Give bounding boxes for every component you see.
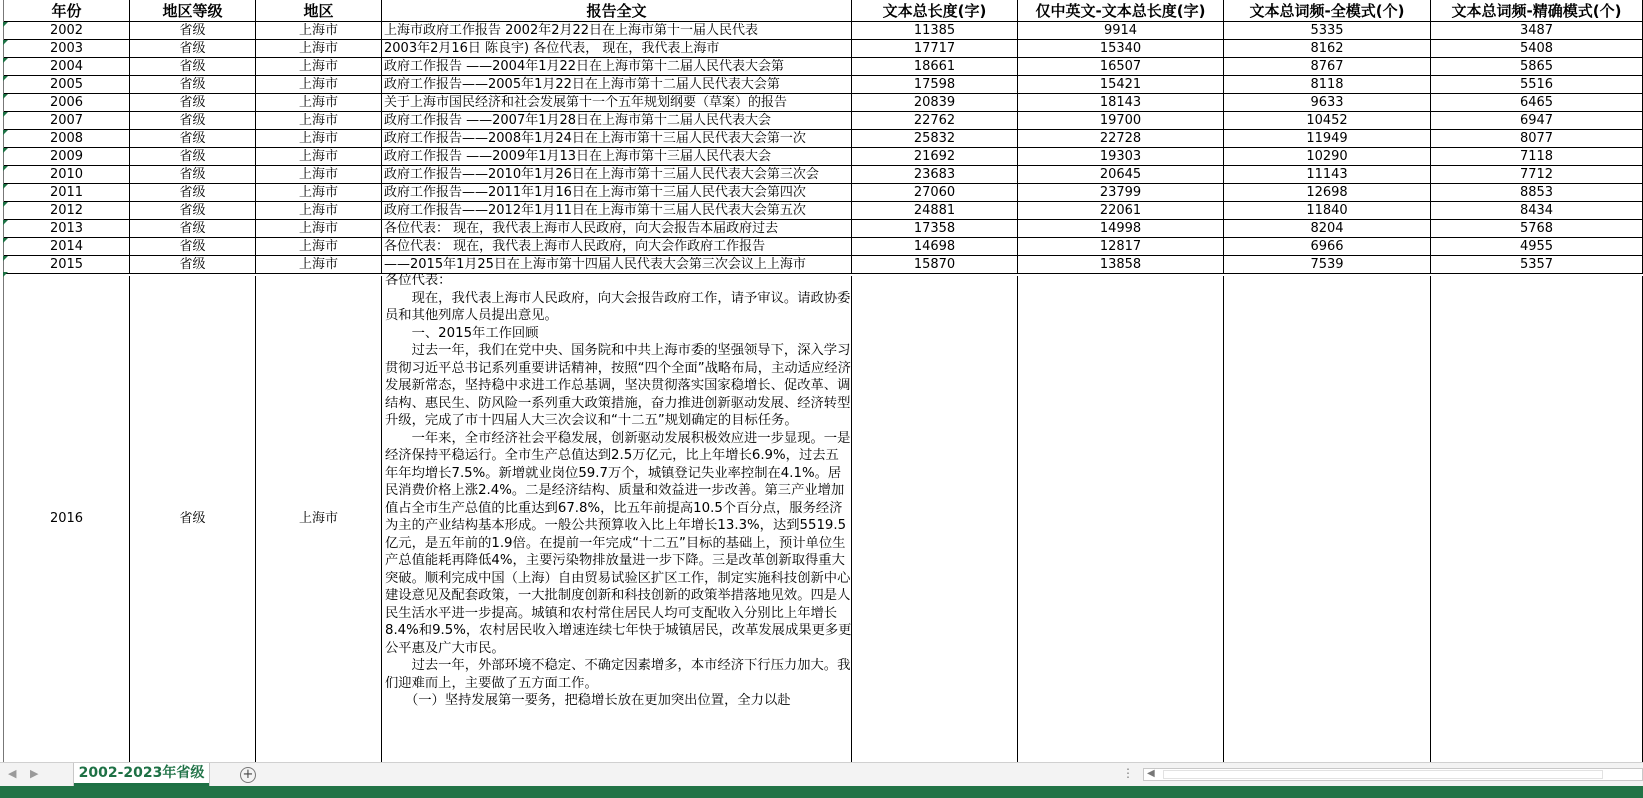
- cell-level[interactable]: 省级: [130, 58, 256, 76]
- cell-len[interactable]: 17717: [852, 40, 1018, 58]
- cell-fullmode-2016[interactable]: [1224, 276, 1431, 762]
- cell-year[interactable]: 2009: [4, 148, 130, 166]
- cell-precise[interactable]: 5768: [1431, 220, 1643, 238]
- report-paragraph: 一年来，全市经济社会平稳发展，创新驱动发展积极效应进一步显现。一是经济保持平稳运行。全市生产总值达到2.5万亿元，比上年增长6.9%，过去五年年均增长7.5%。新增就业岗位59.7万个，城镇登记失业率控制在4.1%。居民消费价格上涨2.4%。二是经济结构、质量和效益进一步改善。第三产业增加值占全市生产总值的比重达到67.8%，比五年前提高10.5个百分点，服务经济为主的产业结构基本形成。一般公共预算收入比上年增长13.3%，达到5519.5亿元，是五年前的1.9倍。在提前一年完成“十二五”目标的基础上，预计单位生产总值能耗再降低4%，主要污染物排放量进一步下降。三是改革创新取得重大突破。顺利完成中国（上海）自由贸易试验区扩区工作，制定实施科技创新中心建设意见及配套政策，一大批制度创新和科技创新的政策举措落地见效。四是人民生活水平进一步提高。城镇和农村常住居民人均可支配收入分别比上年增长8.4%和9.5%，农村居民收入增速连续七年快于城镇居民，改革发展成果更多更公平惠及广大市民。: [385, 430, 852, 656]
- cell-len[interactable]: 25832: [852, 130, 1018, 148]
- cell-report[interactable]: ——2015年1月25日在上海市第十四届人民代表大会第三次会议上上海市: [382, 256, 852, 274]
- cell-cnlen[interactable]: 22061: [1018, 202, 1224, 220]
- cell-cnlen[interactable]: 12817: [1018, 238, 1224, 256]
- cell-fullmode[interactable]: 8118: [1224, 76, 1431, 94]
- cell-precise[interactable]: 5516: [1431, 76, 1643, 94]
- cell-cnlen[interactable]: 18143: [1018, 94, 1224, 112]
- cell-fullmode[interactable]: 11840: [1224, 202, 1431, 220]
- cell-year[interactable]: 2008: [4, 130, 130, 148]
- cell-region[interactable]: 上海市: [256, 220, 382, 238]
- cell-report[interactable]: 各位代表： 现在，我代表上海市人民政府，向大会作政府工作报告: [382, 238, 852, 256]
- cell-precise[interactable]: 8077: [1431, 130, 1643, 148]
- column-header-report[interactable]: 报告全文: [382, 0, 852, 22]
- cell-fullmode[interactable]: 6966: [1224, 238, 1431, 256]
- report-paragraph: 各位代表：: [385, 273, 452, 288]
- cell-report[interactable]: 各位代表： 现在，我代表上海市人民政府，向大会报告本届政府过去: [382, 220, 852, 238]
- cell-year[interactable]: 2015: [4, 256, 130, 274]
- cell-report[interactable]: 政府工作报告 ——2007年1月28日在上海市第十二届人民代表大会: [382, 112, 852, 130]
- cell-fullmode[interactable]: 11949: [1224, 130, 1431, 148]
- column-header-len[interactable]: 文本总长度(字): [852, 0, 1018, 22]
- table-row: [0, 238, 1643, 256]
- table-row: [0, 148, 1643, 166]
- cell-level-2016[interactable]: 省级: [130, 276, 256, 762]
- cell-region[interactable]: 上海市: [256, 184, 382, 202]
- cell-region[interactable]: 上海市: [256, 130, 382, 148]
- table-row: [0, 112, 1643, 130]
- cell-len[interactable]: 11385: [852, 22, 1018, 40]
- table-row: [0, 58, 1643, 76]
- cell-level[interactable]: 省级: [130, 256, 256, 274]
- cell-cnlen[interactable]: 19700: [1018, 112, 1224, 130]
- cell-report[interactable]: 政府工作报告——2011年1月16日在上海市第十三届人民代表大会第四次: [382, 184, 852, 202]
- cell-region[interactable]: 上海市: [256, 22, 382, 40]
- cell-precise[interactable]: 4955: [1431, 238, 1643, 256]
- cell-year[interactable]: 2002: [4, 22, 130, 40]
- cell-level[interactable]: 省级: [130, 112, 256, 130]
- cell-region[interactable]: 上海市: [256, 166, 382, 184]
- table-row: [0, 166, 1643, 184]
- table-row: [0, 202, 1643, 220]
- cell-region[interactable]: 上海市: [256, 40, 382, 58]
- cell-precise[interactable]: 5408: [1431, 40, 1643, 58]
- cell-fullmode[interactable]: 10290: [1224, 148, 1431, 166]
- cell-report[interactable]: 政府工作报告——2005年1月22日在上海市第十二届人民代表大会第: [382, 76, 852, 94]
- cell-precise-2016[interactable]: [1431, 276, 1643, 762]
- cell-level[interactable]: 省级: [130, 202, 256, 220]
- add-sheet-icon[interactable]: +: [240, 767, 256, 783]
- cell-fullmode[interactable]: 9633: [1224, 94, 1431, 112]
- table-row: [0, 94, 1643, 112]
- cell-cnlen[interactable]: 19303: [1018, 148, 1224, 166]
- cell-report[interactable]: 政府工作报告 ——2004年1月22日在上海市第十二届人民代表大会第: [382, 58, 852, 76]
- cell-region[interactable]: 上海市: [256, 94, 382, 112]
- cell-precise[interactable]: 5865: [1431, 58, 1643, 76]
- cell-len[interactable]: 24881: [852, 202, 1018, 220]
- scrollbar-thumb[interactable]: [1163, 770, 1603, 779]
- table-row: [0, 220, 1643, 238]
- cell-cnlen[interactable]: 9914: [1018, 22, 1224, 40]
- cell-region[interactable]: 上海市: [256, 256, 382, 274]
- column-header-precise[interactable]: 文本总词频-精确模式(个): [1431, 0, 1643, 22]
- cell-year[interactable]: 2011: [4, 184, 130, 202]
- cell-year[interactable]: 2004: [4, 58, 130, 76]
- cell-fullmode[interactable]: 8767: [1224, 58, 1431, 76]
- cell-len[interactable]: 22762: [852, 112, 1018, 130]
- cell-precise[interactable]: 8434: [1431, 202, 1643, 220]
- cell-fullmode[interactable]: 8162: [1224, 40, 1431, 58]
- cell-len-2016[interactable]: [852, 276, 1018, 762]
- cell-len[interactable]: 27060: [852, 184, 1018, 202]
- cell-level[interactable]: 省级: [130, 184, 256, 202]
- cell-len[interactable]: 21692: [852, 148, 1018, 166]
- cell-region[interactable]: 上海市: [256, 112, 382, 130]
- column-header-level[interactable]: 地区等级: [130, 0, 256, 22]
- table-row: [0, 184, 1643, 202]
- cell-report[interactable]: 关于上海市国民经济和社会发展第十一个五年规划纲要（草案）的报告: [382, 94, 852, 112]
- report-fulltext-2016: [385, 272, 852, 762]
- cell-cnlen[interactable]: 16507: [1018, 58, 1224, 76]
- cell-report[interactable]: 政府工作报告 ——2009年1月13日在上海市第十三届人民代表大会: [382, 148, 852, 166]
- number-as-text-indicator-icon: [3, 272, 8, 277]
- cell-report[interactable]: 政府工作报告——2008年1月24日在上海市第十三届人民代表大会第一次: [382, 130, 852, 148]
- column-header-region[interactable]: 地区: [256, 0, 382, 22]
- cell-len[interactable]: 14698: [852, 238, 1018, 256]
- cell-cnlen[interactable]: 22728: [1018, 130, 1224, 148]
- cell-len[interactable]: 20839: [852, 94, 1018, 112]
- cell-fullmode[interactable]: 8204: [1224, 220, 1431, 238]
- cell-level[interactable]: 省级: [130, 220, 256, 238]
- table-row: [0, 76, 1643, 94]
- cell-year-2016[interactable]: 2016: [4, 276, 130, 762]
- cell-cnlen[interactable]: 20645: [1018, 166, 1224, 184]
- cell-year[interactable]: 2010: [4, 166, 130, 184]
- cell-precise[interactable]: 6947: [1431, 112, 1643, 130]
- cell-level[interactable]: 省级: [130, 238, 256, 256]
- cell-precise[interactable]: 7712: [1431, 166, 1643, 184]
- cell-region[interactable]: 上海市: [256, 238, 382, 256]
- column-header-fullmode[interactable]: 文本总词频-全模式(个): [1224, 0, 1431, 22]
- cell-cnlen[interactable]: 23799: [1018, 184, 1224, 202]
- cell-cnlen[interactable]: 14998: [1018, 220, 1224, 238]
- cell-len[interactable]: 15870: [852, 256, 1018, 274]
- report-paragraph: 一、2015年工作回顾: [385, 325, 539, 341]
- table-row: [0, 130, 1643, 148]
- cell-year[interactable]: 2012: [4, 202, 130, 220]
- cell-fullmode[interactable]: 5335: [1224, 22, 1431, 40]
- cell-region-2016[interactable]: 上海市: [256, 276, 382, 762]
- scroll-left-icon[interactable]: ◀: [1147, 768, 1155, 779]
- report-paragraph: （一）坚持发展第一要务，把稳增长放在更加突出位置，全力以赴: [385, 693, 791, 708]
- cell-precise[interactable]: 7118: [1431, 148, 1643, 166]
- column-header-cnlen[interactable]: 仅中英文-文本总长度(字): [1018, 0, 1224, 22]
- report-paragraph: 过去一年，我们在党中央、国务院和中共上海市委的坚强领导下，深入学习贯彻习近平总书记系列重要讲话精神，按照“四个全面”战略布局，主动适应经济发展新常态，坚持稳中求进工作总基调，坚决贯彻落实国家稳增长、促改革、调结构、惠民生、防风险一系列重大政策措施，奋力推进创新驱动发展、经济转型升级，完成了市十四届人大三次会议和“十二五”规划确定的目标任务。: [385, 343, 851, 428]
- cell-precise[interactable]: 5357: [1431, 256, 1643, 274]
- prev-sheet-icon[interactable]: ◀: [8, 767, 17, 780]
- table-row: [0, 40, 1643, 58]
- next-sheet-icon[interactable]: ▶: [30, 767, 39, 780]
- status-bar: [0, 786, 1643, 798]
- more-options-icon[interactable]: ⋮: [1122, 766, 1134, 780]
- cell-year[interactable]: 2005: [4, 76, 130, 94]
- table-row: [0, 22, 1643, 40]
- cell-len[interactable]: 23683: [852, 166, 1018, 184]
- cell-region[interactable]: 上海市: [256, 58, 382, 76]
- cell-cnlen[interactable]: 13858: [1018, 256, 1224, 274]
- cell-level[interactable]: 省级: [130, 76, 256, 94]
- cell-report[interactable]: 2003年2月16日 陈良宇) 各位代表， 现在，我代表上海市: [382, 40, 852, 58]
- report-paragraph: 过去一年，外部环境不稳定、不确定因素增多，本市经济下行压力加大。我们迎难而上，主要做了五方面工作。: [385, 658, 851, 691]
- cell-report[interactable]: 政府工作报告——2012年1月11日在上海市第十三届人民代表大会第五次: [382, 202, 852, 220]
- cell-fullmode[interactable]: 12698: [1224, 184, 1431, 202]
- sheet-tab-bar: [0, 762, 1643, 786]
- cell-cnlen[interactable]: 15340: [1018, 40, 1224, 58]
- cell-level[interactable]: 省级: [130, 94, 256, 112]
- cell-level[interactable]: 省级: [130, 148, 256, 166]
- cell-year[interactable]: 2006: [4, 94, 130, 112]
- cell-region[interactable]: 上海市: [256, 202, 382, 220]
- cell-len[interactable]: 17598: [852, 76, 1018, 94]
- cell-level[interactable]: 省级: [130, 130, 256, 148]
- cell-region[interactable]: 上海市: [256, 76, 382, 94]
- cell-report[interactable]: 上海市政府工作报告 2002年2月22日在上海市第十一届人民代表: [382, 22, 852, 40]
- cell-precise[interactable]: 6465: [1431, 94, 1643, 112]
- cell-fullmode[interactable]: 11143: [1224, 166, 1431, 184]
- cell-precise[interactable]: 8853: [1431, 184, 1643, 202]
- cell-year[interactable]: 2003: [4, 40, 130, 58]
- cell-len[interactable]: 17358: [852, 220, 1018, 238]
- cell-year[interactable]: 2014: [4, 238, 130, 256]
- cell-precise[interactable]: 3487: [1431, 22, 1643, 40]
- cell-fullmode[interactable]: 7539: [1224, 256, 1431, 274]
- cell-level[interactable]: 省级: [130, 40, 256, 58]
- cell-year[interactable]: 2007: [4, 112, 130, 130]
- report-paragraph: 现在，我代表上海市人民政府，向大会报告政府工作，请予审议。请政协委员和其他列席人员提出意见。: [385, 290, 851, 323]
- cell-region[interactable]: 上海市: [256, 148, 382, 166]
- cell-cnlen[interactable]: 15421: [1018, 76, 1224, 94]
- cell-level[interactable]: 省级: [130, 22, 256, 40]
- cell-fullmode[interactable]: 10452: [1224, 112, 1431, 130]
- cell-report[interactable]: 政府工作报告——2010年1月26日在上海市第十三届人民代表大会第三次会: [382, 166, 852, 184]
- cell-len[interactable]: 18661: [852, 58, 1018, 76]
- cell-cnlen-2016[interactable]: [1018, 276, 1224, 762]
- column-header-year[interactable]: 年份: [4, 0, 130, 22]
- cell-year[interactable]: 2013: [4, 220, 130, 238]
- sheet-tab[interactable]: 2002-2023年省级: [74, 763, 209, 786]
- cell-level[interactable]: 省级: [130, 166, 256, 184]
